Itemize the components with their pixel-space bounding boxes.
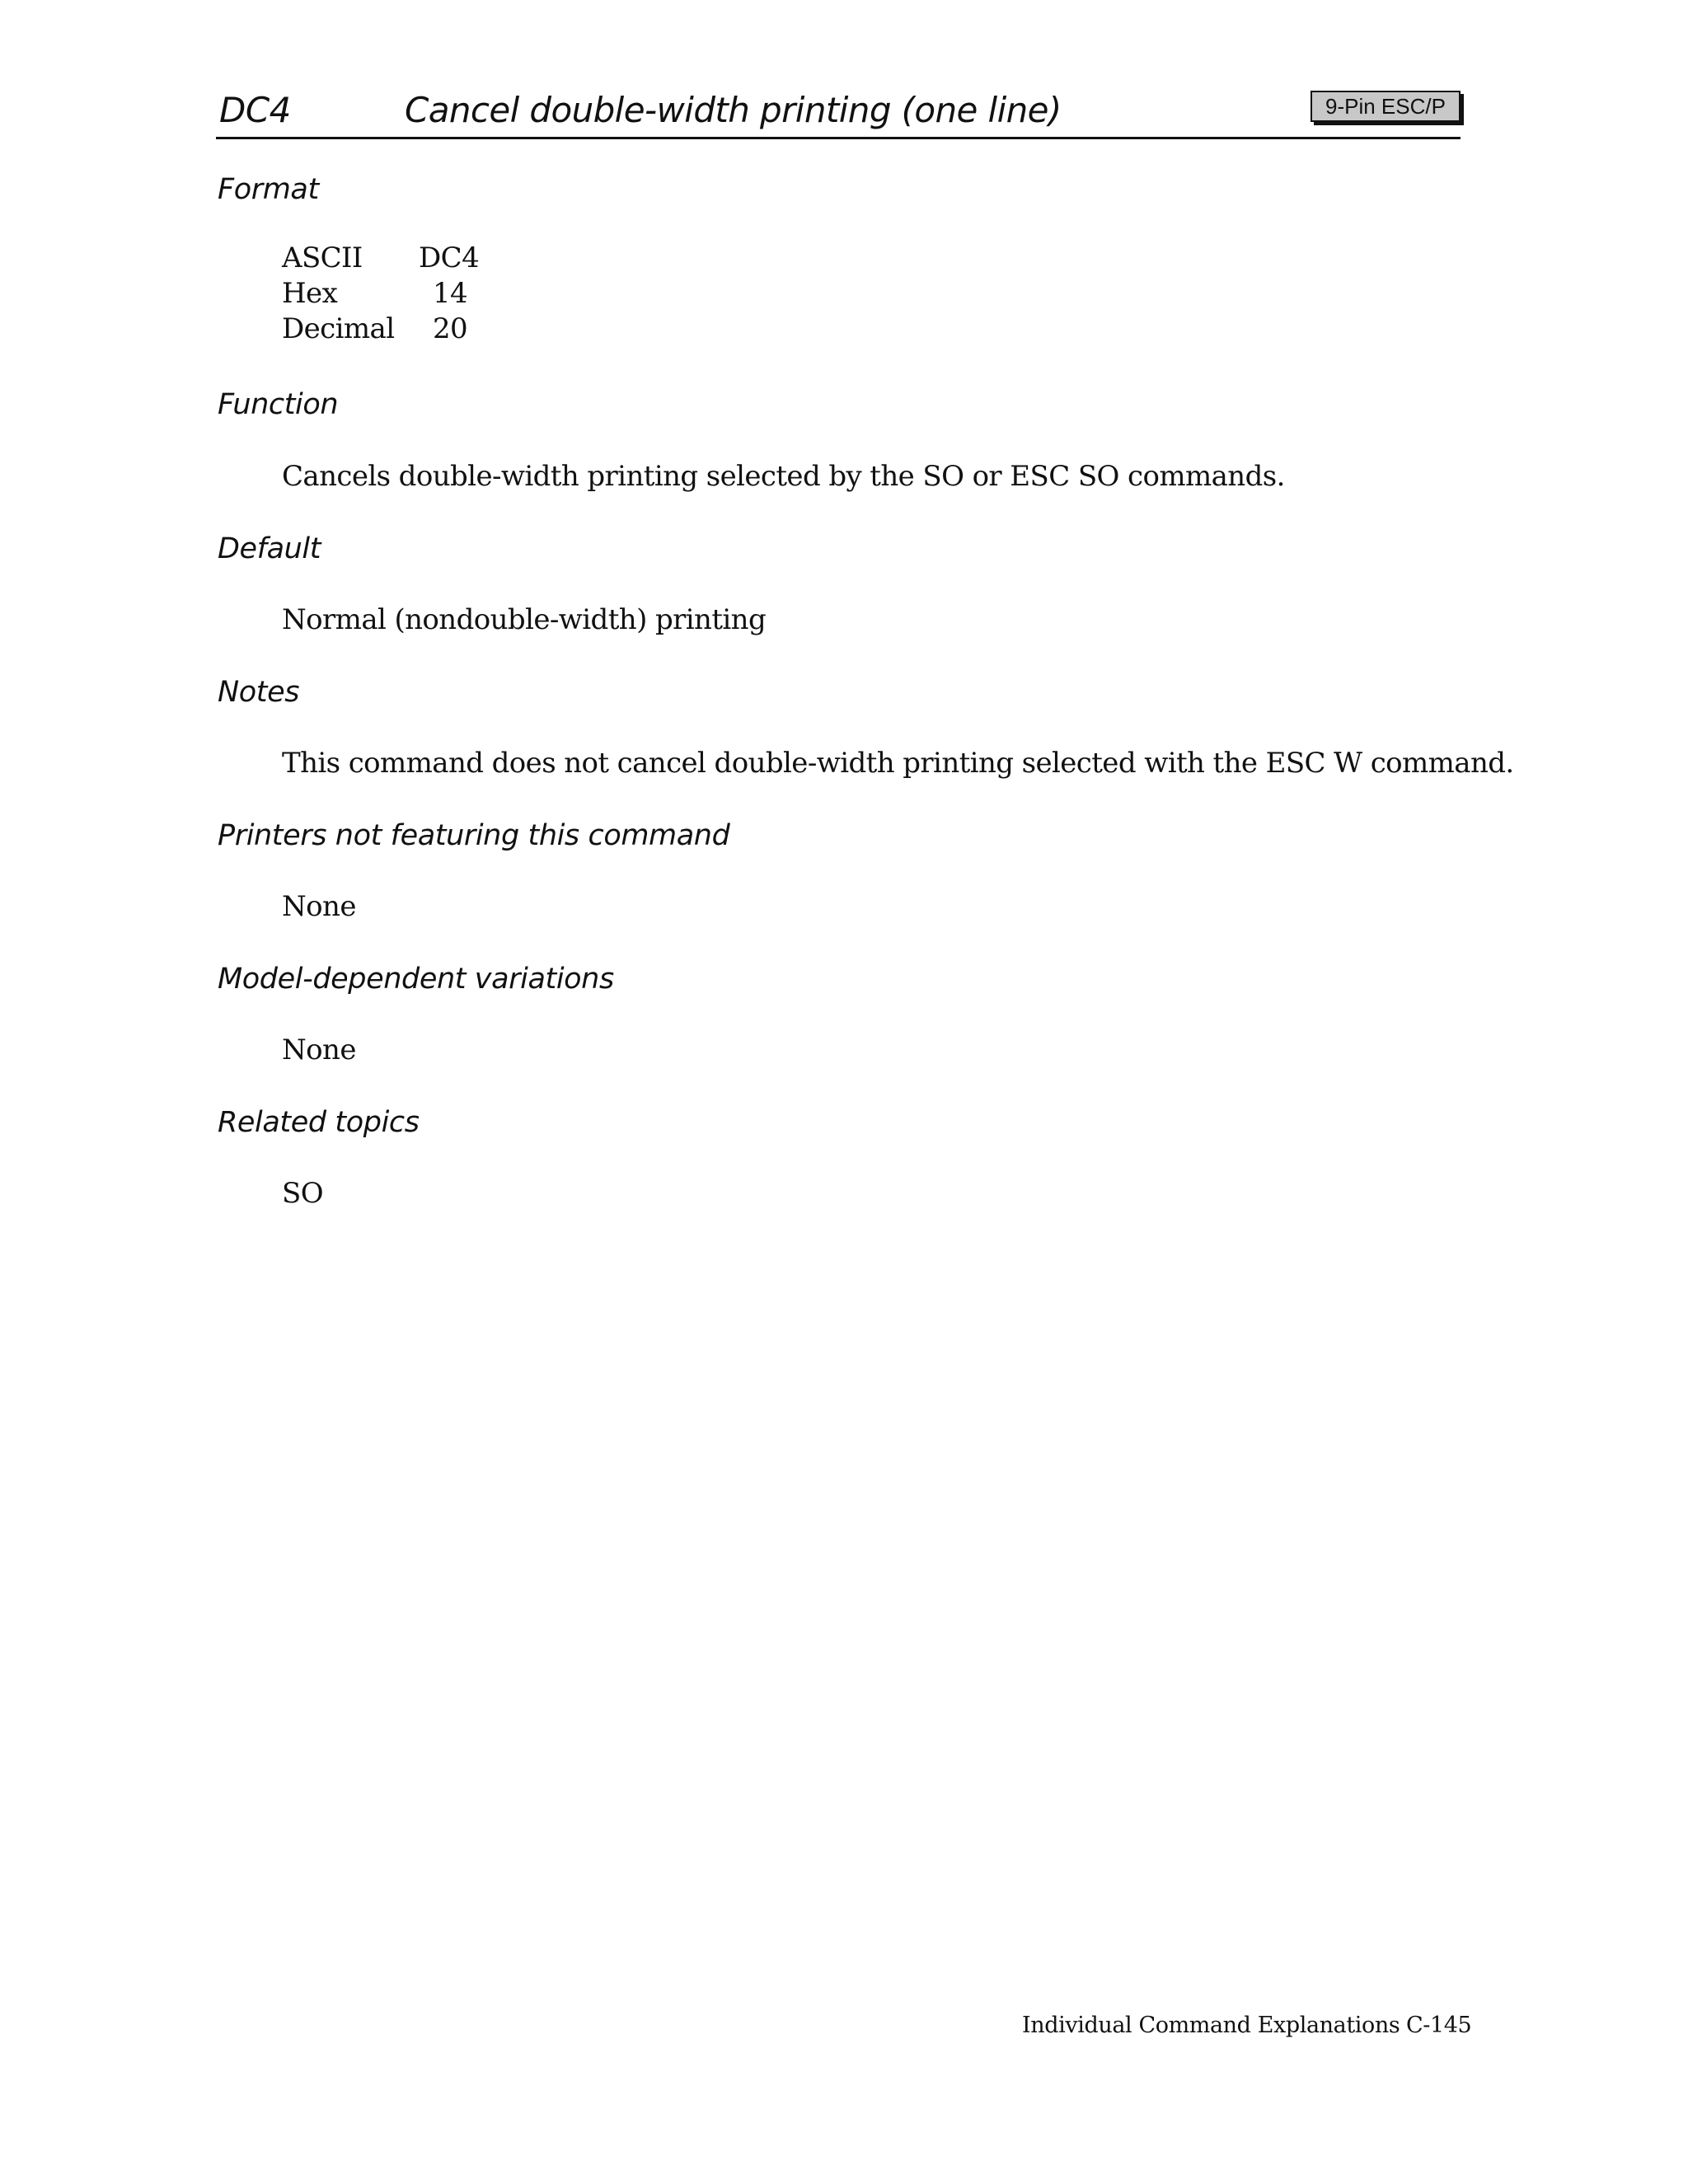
- format-row-hex: Hex 14: [282, 277, 468, 310]
- model-variations-text: None: [282, 1033, 356, 1066]
- default-text: Normal (nondouble-width) printing: [282, 603, 767, 636]
- format-row-ascii: ASCII DC4: [282, 241, 480, 274]
- function-heading: Function: [218, 388, 339, 421]
- footer-page-number: C-145: [1406, 2013, 1472, 2038]
- related-topics-heading: Related topics: [218, 1106, 420, 1139]
- printers-not-featuring-heading: Printers not featuring this command: [218, 819, 730, 852]
- format-label: Decimal: [282, 312, 395, 345]
- footer-section-name: Individual Command Explanations: [1022, 2013, 1400, 2038]
- notes-heading: Notes: [218, 676, 300, 709]
- page-header: [216, 86, 1461, 139]
- format-row-decimal: Decimal 20: [282, 312, 468, 345]
- format-heading: Format: [218, 173, 319, 206]
- function-text: Cancels double-width printing selected by the SO or ESC SO commands.: [282, 460, 1285, 493]
- command-code: DC4: [219, 90, 291, 130]
- notes-text: This command does not cancel double-width printing selected with the ESC W command.: [282, 747, 1514, 780]
- format-label: Hex: [282, 277, 338, 310]
- related-topics-text: SO: [282, 1177, 323, 1210]
- model-variations-heading: Model-dependent variations: [218, 963, 614, 996]
- format-table: [282, 241, 529, 347]
- default-heading: Default: [218, 532, 321, 565]
- format-label: ASCII: [282, 241, 363, 274]
- printer-type-badge: 9-Pin ESC/P: [1311, 91, 1461, 122]
- command-title: Cancel double-width printing (one line): [405, 90, 1062, 130]
- printers-not-featuring-text: None: [282, 890, 356, 923]
